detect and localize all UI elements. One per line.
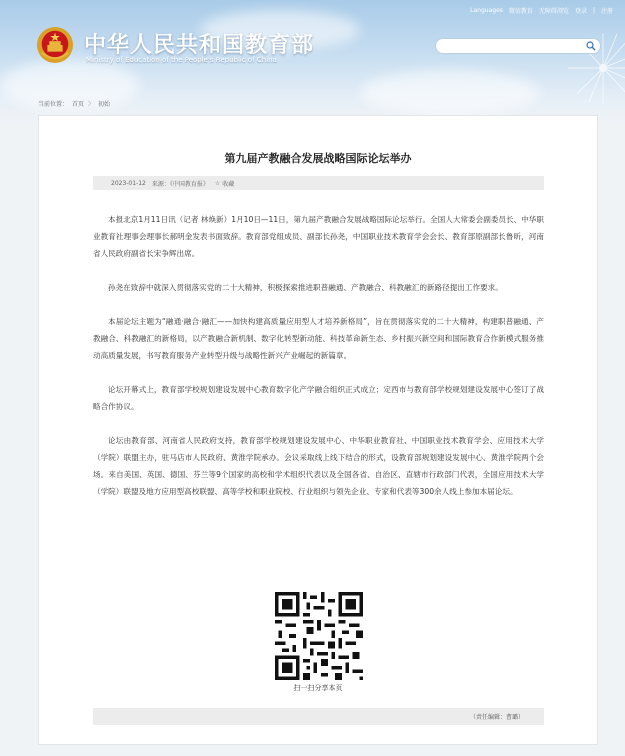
article-card [38, 115, 598, 745]
article-source: 来源：《中国教育报》 [151, 180, 209, 188]
breadcrumb-home[interactable]: 首页 [72, 101, 85, 108]
article-paragraph: 孙尧在致辞中就深入贯彻落实党的二十大精神，积极探索推进职普融通、产教融合、科教融汇的新路径提出工作要求。 [108, 283, 503, 292]
accessibility-link[interactable]: 无障碍浏览 [538, 8, 569, 15]
article-paragraph: 本届论坛主题为“融通·融合·融汇——加快构建高质量应用型人才培养新格局”，旨在贯彻落实党的二十大精神，构建职普融通、产教融合、科教融汇的新格局，以产教融合新机制、数字化转型新动能、科技革命新生态、乡村振兴新空间和国际教育合作新模式服务推动高质量发展，书写教育服务产业转型升级与战略性新兴产业崛起的新篇章。 [93, 317, 544, 360]
search-icon[interactable] [586, 41, 596, 51]
breadcrumb-separator: 〉 [88, 101, 95, 108]
national-emblem-icon[interactable] [36, 26, 74, 64]
star-icon: ☆ [214, 179, 221, 187]
login-link[interactable]: 登录 [574, 8, 587, 15]
article-paragraph: 论坛由教育部、河南省人民政府支持，教育部学校规划建设发展中心、中华职业教育社、中国职业技术教育学会、应用技术大学（学院）联盟主办，驻马店市人民政府、黄淮学院承办。会议采取线上线下结合的形式，设教育部规划建设发展中心、黄淮学院两个会场。来自美国、英国、德国、芬兰等9个国家的高校和学术组织代表以及全国各省、自治区、直辖市行政部门代表，全国应用技术大学（学院）联盟及地方应用型高校联盟、高等学校和职业院校、行业组织与领先企业、专家和代表等300余人线上参加本届论坛。 [93, 436, 544, 496]
site-subtitle: Ministry of Education of the People's Republic of China [86, 56, 277, 64]
favorite-label: 收藏 [222, 180, 235, 188]
cloud-decoration [360, 70, 540, 115]
article-title: 第九届产教融合发展战略国际论坛举办 [224, 152, 412, 165]
wechat-link[interactable]: 微信教育 [508, 8, 533, 15]
breadcrumb [38, 99, 110, 108]
article-meta-bar [93, 176, 544, 190]
languages-link[interactable]: Languages [470, 7, 503, 14]
qr-code-icon [275, 592, 363, 680]
favorite-button[interactable] [215, 179, 234, 188]
article-paragraph: 本报北京1月11日讯（记者 林焕新）1月10日—11日，第九届产教融合发展战略国际论坛举行。全国人大常委会副委员长、中华职业教育社理事会理事长郝明金发表书面致辞。教育部党组成员、副部长孙尧，中国职业技术教育学会会长、教育部原副部长鲁昕，河南省人民政府副省长宋争辉出席。 [93, 215, 544, 258]
article-body [93, 211, 544, 517]
site-title[interactable]: 中华人民共和国教育部 [84, 33, 315, 58]
editor-name: （责任编辑：曹璐） [469, 714, 524, 721]
breadcrumb-prefix: 当前位置： [38, 101, 69, 108]
breadcrumb-current[interactable]: 初始 [98, 101, 111, 108]
editor-bar [93, 708, 544, 725]
register-link[interactable]: 注册 [600, 8, 613, 15]
top-links [470, 6, 613, 15]
separator: | [592, 7, 595, 14]
article-paragraph: 论坛开幕式上，教育部学校规划建设发展中心教育数字化产学融合组织正式成立；定西市与教育部学校规划建设发展中心签订了战略合作协议。 [93, 385, 544, 411]
article-date: 2023-01-12 [111, 179, 146, 187]
search-input[interactable] [435, 38, 601, 54]
qr-label: 扫一扫分享本页 [293, 684, 343, 692]
